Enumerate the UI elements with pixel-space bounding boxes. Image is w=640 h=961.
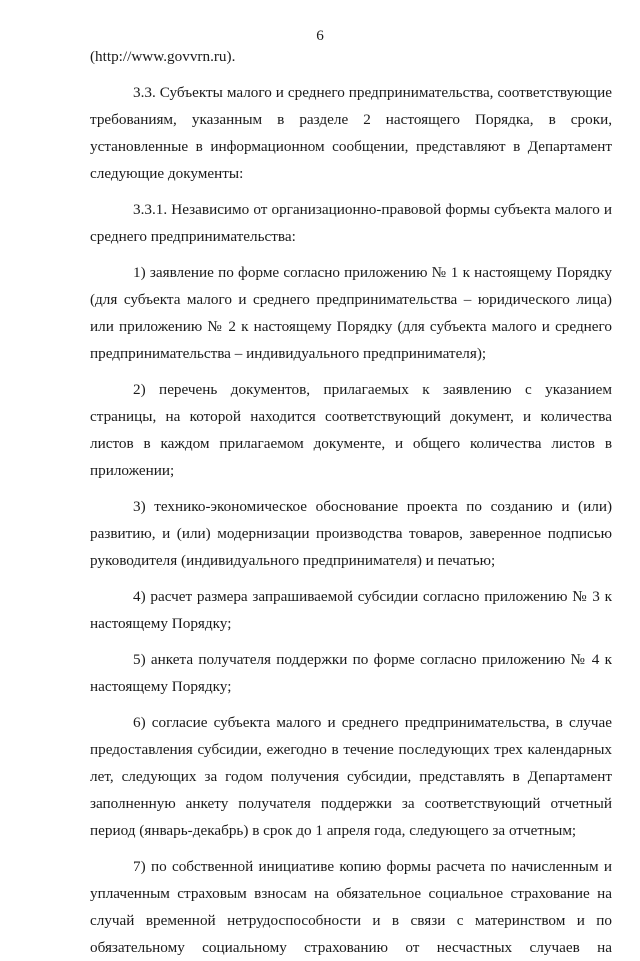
page-number: 6 <box>316 27 324 44</box>
list-item-4: 4) расчет размера запрашиваемой субсидии согласно приложению № 3 к настоящему Порядку; <box>90 588 612 632</box>
paragraph-url-continuation: (http://www.govvrn.ru). <box>90 48 236 65</box>
paragraph-3-3-1: 3.3.1. Независимо от организационно-правовой формы субъекта малого и среднего предпринимательства: <box>90 201 612 245</box>
document-body <box>90 43 612 961</box>
list-item-6: 6) согласие субъекта малого и среднего предпринимательства, в случае предоставления субсидии, ежегодно в течение последующих трех календарных лет, следующих за годом получения субсидии, представлять в Департамент заполненную анкету получателя поддержки за соответствующий отчетный период (январь-декабрь) в срок до 1 апреля года, следующего за отчетным; <box>90 714 612 839</box>
list-item-7: 7) по собственной инициативе копию формы расчета по начисленным и уплаченным страховым взносам на обязательное социальное страхование на случай временной нетрудоспособности и в связи с материнством и по обязательному социальному страхованию от несчастных случаев на <box>90 858 612 956</box>
list-item-3: 3) технико-экономическое обоснование проекта по созданию и (или) развитию, и (или) модернизации производства товаров, заверенное подписью руководителя (индивидуального предпринимателя) и печатью; <box>90 498 612 569</box>
list-item-2: 2) перечень документов, прилагаемых к заявлению с указанием страницы, на которой находится соответствующий документ, и количества листов в каждом прилагаемом документе, и общего количества листов в приложении; <box>90 381 612 479</box>
paragraph-3-3: 3.3. Субъекты малого и среднего предпринимательства, соответствующие требованиям, указанным в разделе 2 настоящего Порядка, в сроки, установленные в информационном сообщении, представляют в Департамент следующие документы: <box>90 84 612 182</box>
list-item-5: 5) анкета получателя поддержки по форме согласно приложению № 4 к настоящему Порядку; <box>90 651 612 695</box>
list-item-1: 1) заявление по форме согласно приложению № 1 к настоящему Порядку (для субъекта малого и среднего предпринимательства – юридического лица) или приложению № 2 к настоящему Порядку (для субъекта малого и среднего предпринимательства – индивидуального предпринимателя); <box>90 264 612 362</box>
